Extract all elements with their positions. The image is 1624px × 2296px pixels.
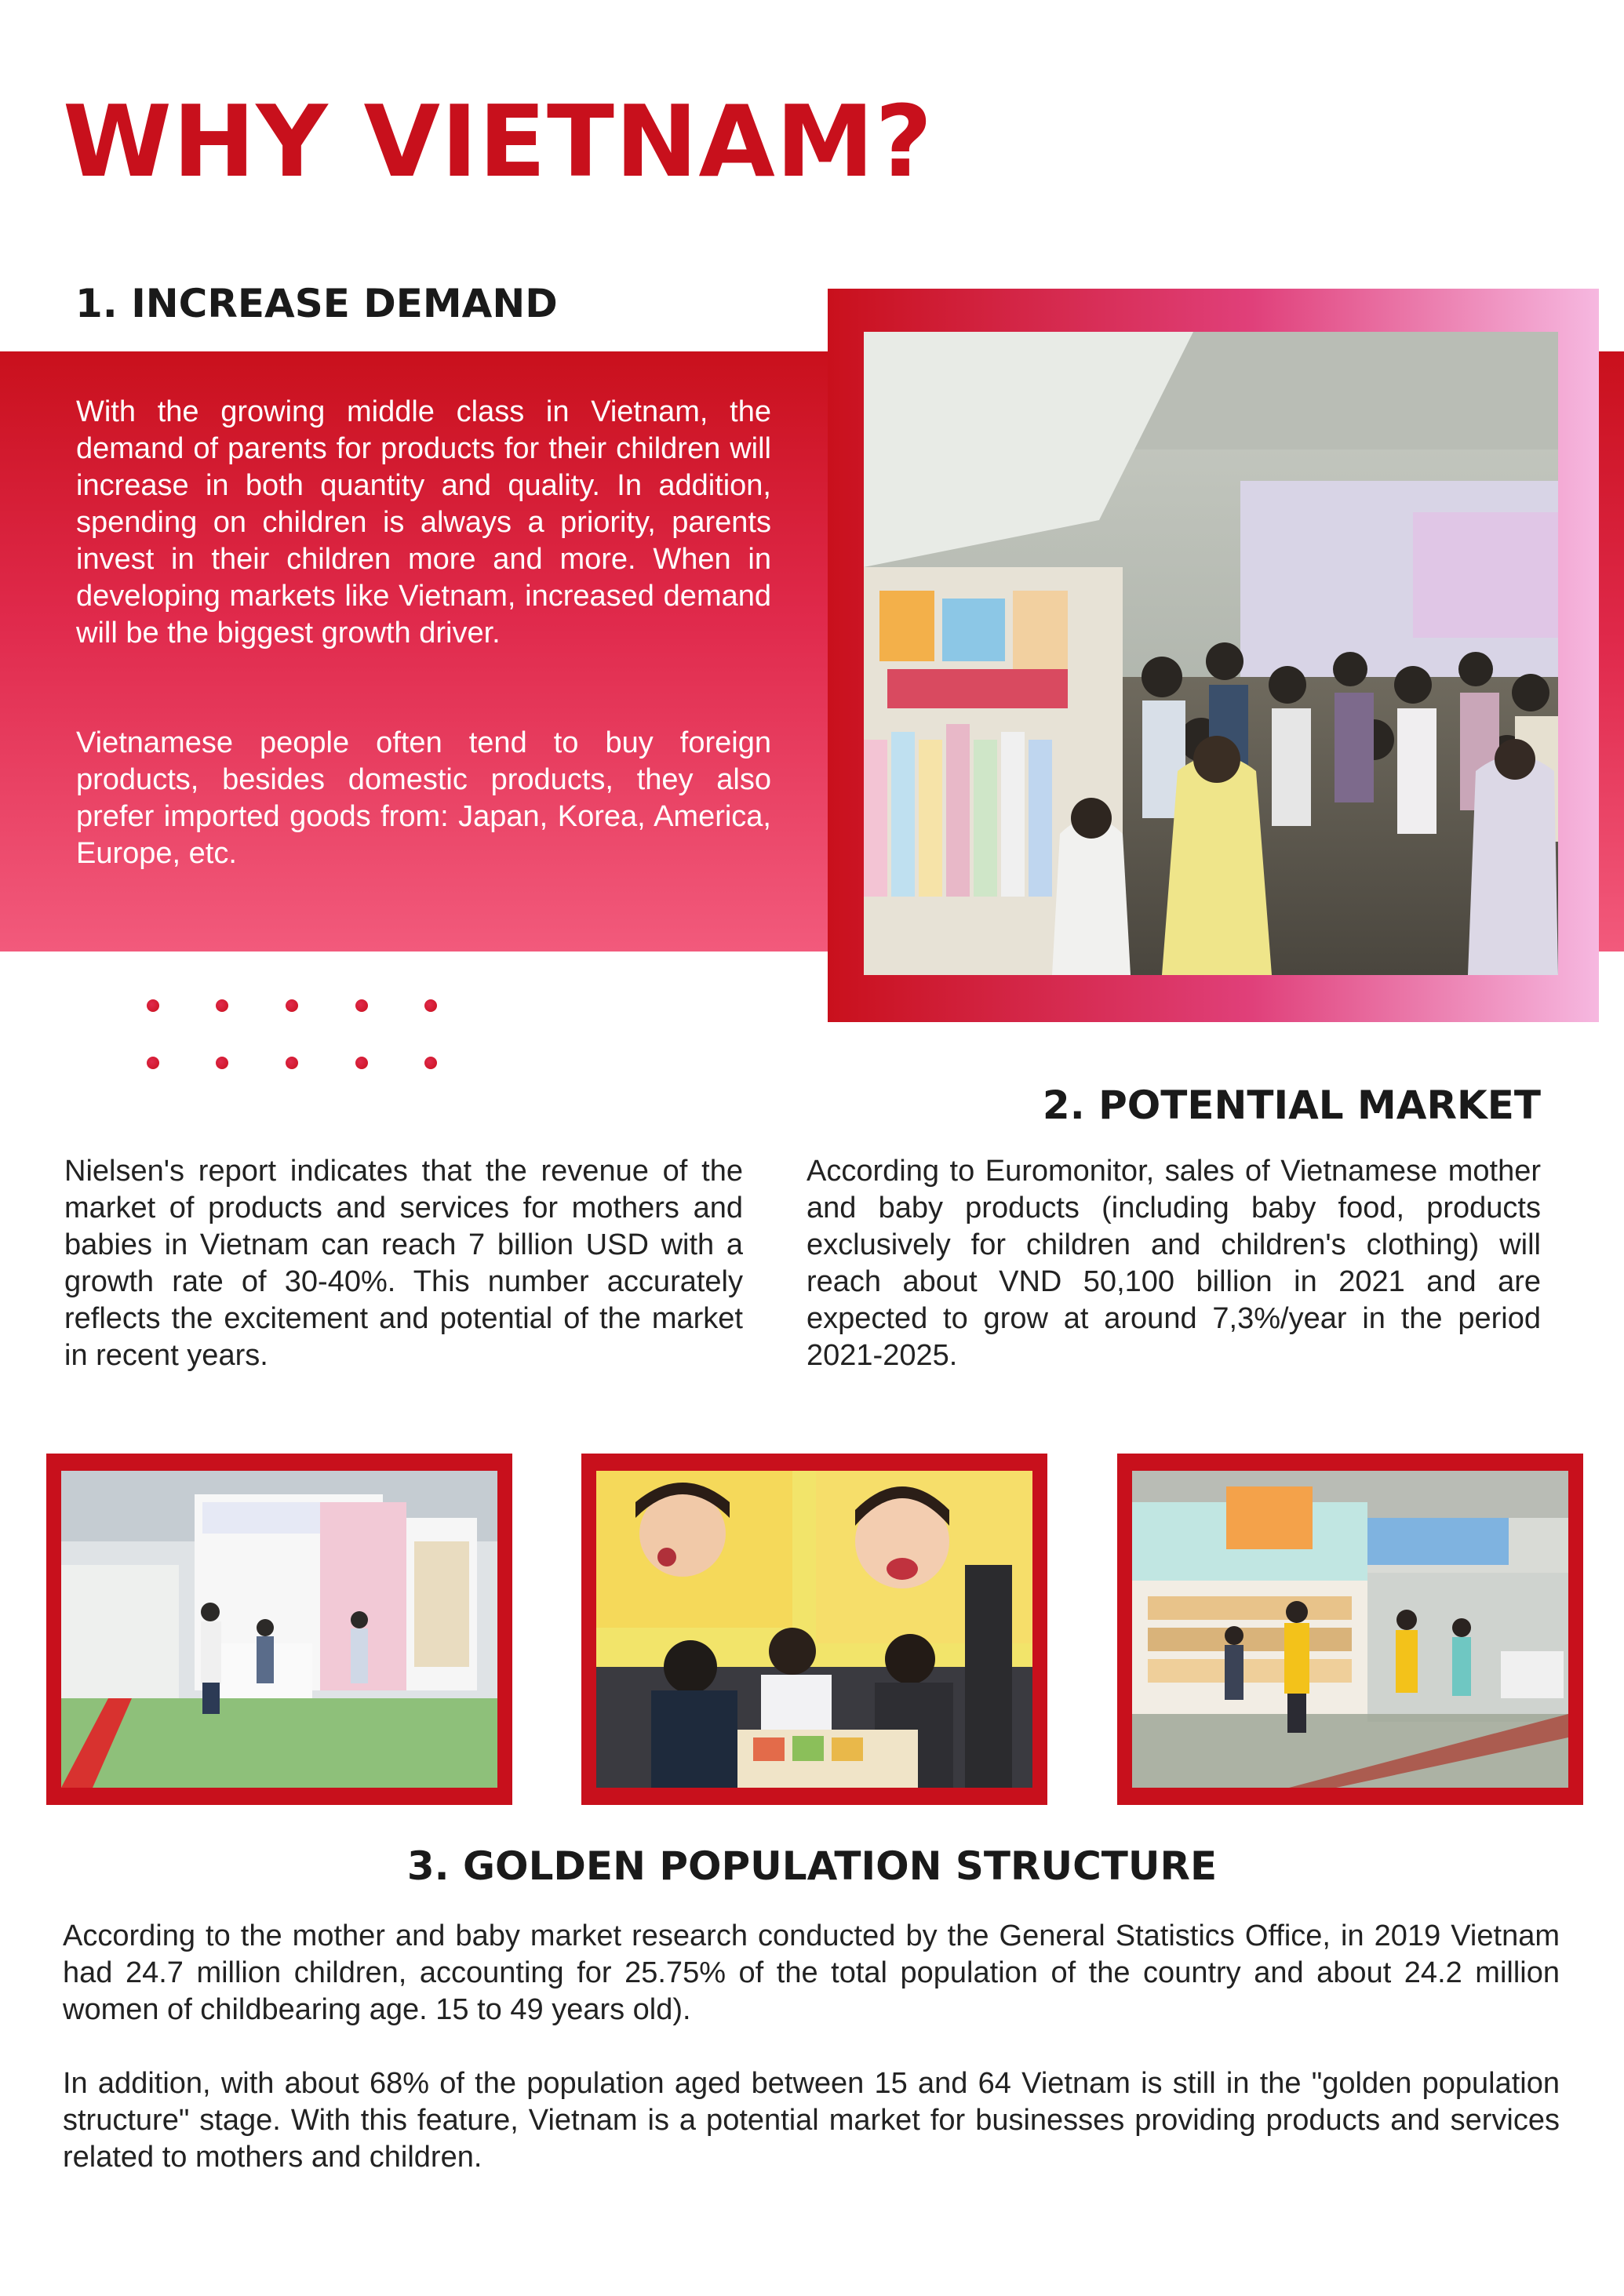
decorative-dot <box>355 1057 368 1069</box>
golden-population-paragraph-1: According to the mother and baby market research conducted by the General Statistics Office, in 2019 Vietnam had 24.7 million children, accounting for 25.75% of the total population of the country and about 24.2 million women of childbearing age. 15 to 49 years old). <box>63 1919 1560 2026</box>
business-meeting-photo <box>596 1471 1032 1788</box>
potential-market-paragraph-euromonitor: According to Euromonitor, sales of Vietnamese mother and baby products (including baby food, products exclusively for children and children's clothing) will reach about VND 50,100 billion in 2021 and are expected to grow at around 7,3%/year in the period 2021-2025. <box>807 1155 1541 1372</box>
decorative-dot <box>286 999 298 1012</box>
increase-demand-paragraph-1: With the growing middle class in Vietnam, the demand of parents for products for their children will increase in both quantity and quality. In addition, spending on children is always a priority, parents invest in their children more and more. When in developing markets like Vietnam, increased demand will be the biggest growth driver. <box>76 395 771 650</box>
decorative-dot <box>216 1057 228 1069</box>
decorative-dot <box>147 1057 159 1069</box>
increase-demand-paragraph-2: Vietnamese people often tend to buy foreign products, besides domestic products, they also prefer imported goods from: Japan, Korea, America, Europe, etc. <box>76 726 771 870</box>
section-heading-increase-demand: 1. INCREASE DEMAND <box>75 281 558 326</box>
potential-market-paragraph-nielsen: Nielsen's report indicates that the revenue of the market of products and services for mothers and babies in Vietnam can reach 7 billion USD with a growth rate of 30-40%. This number accurately reflects the excitement and potential of the market in recent years. <box>64 1155 743 1372</box>
decorative-dot <box>216 999 228 1012</box>
decorative-dot <box>147 999 159 1012</box>
decorative-dot <box>286 1057 298 1069</box>
page-title: WHY VIETNAM? <box>63 84 934 199</box>
decorative-dot <box>355 999 368 1012</box>
decorative-dot <box>424 1057 437 1069</box>
expo-booth-photo <box>61 1471 497 1788</box>
section-heading-potential-market: 2. POTENTIAL MARKET <box>1042 1083 1541 1128</box>
section-heading-golden-population: 3. GOLDEN POPULATION STRUCTURE <box>406 1843 1218 1889</box>
decorative-dot <box>424 999 437 1012</box>
golden-population-paragraph-2: In addition, with about 68% of the population aged between 15 and 64 Vietnam is still in the "golden population structure" stage. With this feature, Vietnam is a potential market for businesses providing products and services related to mothers and children. <box>63 2067 1560 2174</box>
expo-aisle-photo <box>1132 1471 1568 1788</box>
expo-crowd-photo <box>864 332 1558 975</box>
